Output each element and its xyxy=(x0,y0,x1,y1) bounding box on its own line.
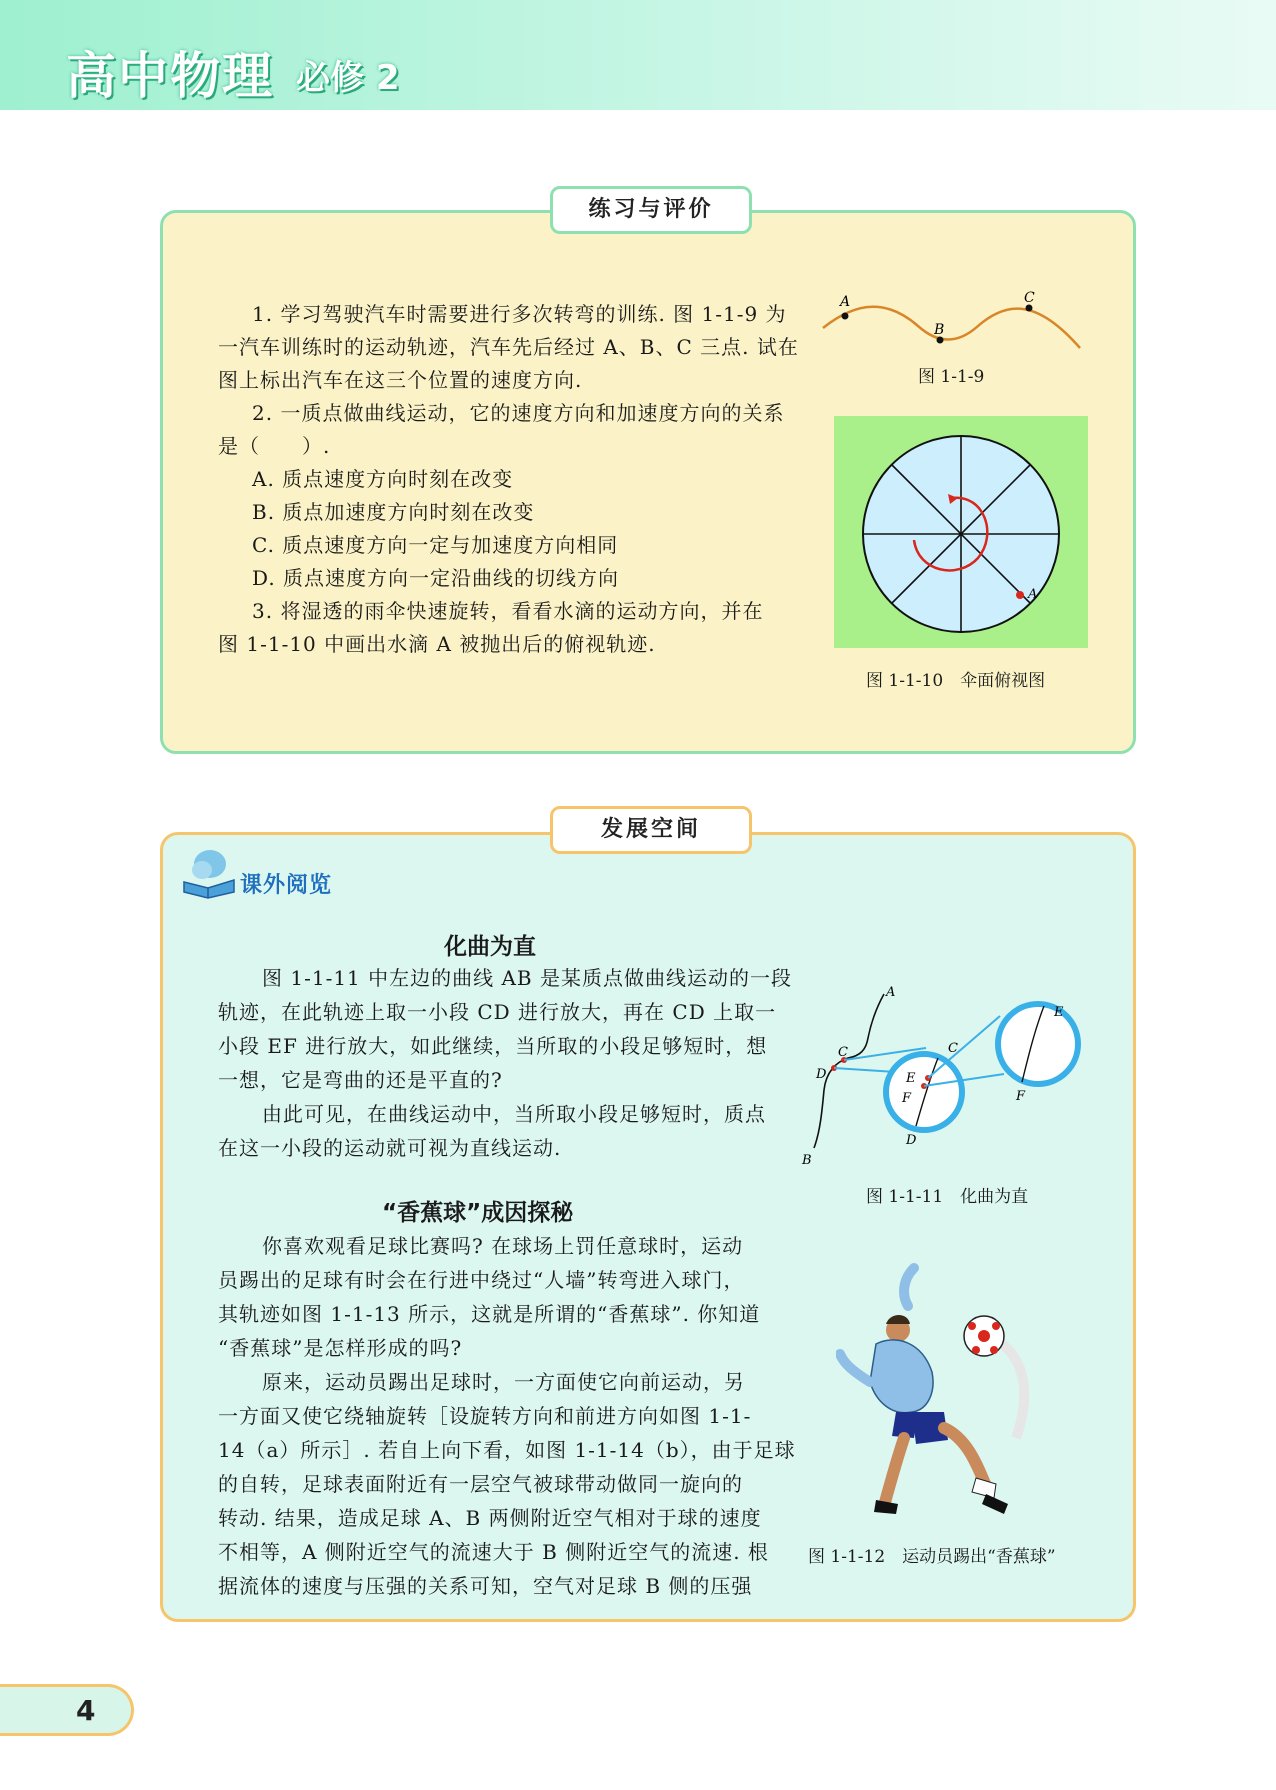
label-c-zoom: C xyxy=(948,1041,958,1056)
label-d-zoom: D xyxy=(906,1133,917,1148)
label-d: D xyxy=(816,1067,827,1082)
choice-c: C. 质点速度方向一定与加速度方向相同 xyxy=(252,533,619,557)
section2-line: 不相等，A 侧附近空气的流速大于 B 侧附近空气的流速. 根 xyxy=(218,1540,769,1564)
section1-line: 由此可见，在曲线运动中，当所取小段足够短时，质点 xyxy=(262,1102,766,1126)
section1-line: 在这一小段的运动就可视为直线运动. xyxy=(218,1136,562,1160)
choice-a: A. 质点速度方向时刻在改变 xyxy=(252,467,514,491)
figure-1-1-12 xyxy=(836,1262,1046,1532)
exercise-line: 图 1-1-10 中画出水滴 A 被抛出后的俯视轨迹. xyxy=(218,632,656,656)
label-c: C xyxy=(1024,290,1035,306)
label-b: B xyxy=(802,1153,812,1168)
exercise-tab: 练习与评价 xyxy=(550,186,752,234)
label-a: A xyxy=(840,294,851,310)
section2-line: 其轨迹如图 1-1-13 所示，这就是所谓的“香蕉球”. 你知道 xyxy=(218,1302,761,1326)
figure-1-1-9 xyxy=(818,290,1088,360)
section1-title: 化曲为直 xyxy=(444,934,536,960)
label-e-zoom2: E xyxy=(1054,1005,1064,1020)
exercise-line: 2. 一质点做曲线运动，它的速度方向和加速度方向的关系 xyxy=(252,401,785,425)
section2-line: 你喜欢观看足球比赛吗? 在球场上罚任意球时，运动 xyxy=(262,1234,744,1258)
section1-line: 图 1-1-11 中左边的曲线 AB 是某质点做曲线运动的一段 xyxy=(262,966,792,990)
section2-line: 原来，运动员踢出足球时，一方面使它向前运动，另 xyxy=(262,1370,745,1394)
page-number-tab xyxy=(0,1684,134,1736)
figure-1-1-12-caption: 图 1-1-12 运动员踢出“香蕉球” xyxy=(808,1547,1056,1567)
exercise-line: 1. 学习驾驶汽车时需要进行多次转弯的训练. 图 1-1-9 为 xyxy=(252,302,787,326)
book-icon xyxy=(180,848,238,900)
section2-line: 一方面又使它绕轴旋转［设旋转方向和前进方向如图 1-1- xyxy=(218,1404,752,1428)
section1-line: 一想，它是弯曲的还是平直的? xyxy=(218,1068,503,1092)
label-c: C xyxy=(838,1045,848,1060)
label-f-zoom2: F xyxy=(1016,1089,1026,1104)
label-a: A xyxy=(886,985,896,1000)
exercise-line: 是（ ）. xyxy=(218,434,331,458)
book-title: 高中物理 xyxy=(66,47,274,105)
section1-line: 小段 EF 进行放大，如此继续，当所取的小段足够短时，想 xyxy=(218,1034,768,1058)
label-f-zoom: F xyxy=(902,1091,912,1106)
choice-b: B. 质点加速度方向时刻在改变 xyxy=(252,500,535,524)
figure-1-1-11-caption: 图 1-1-11 化曲为直 xyxy=(866,1187,1029,1207)
section2-line: 员踢出的足球有时会在行进中绕过“人墙”转弯进入球门， xyxy=(218,1268,745,1292)
exercise-line: 3. 将湿透的雨伞快速旋转，看看水滴的运动方向，并在 xyxy=(252,599,764,623)
section2-line: 的自转，足球表面附近有一层空气被球带动做同一旋向的 xyxy=(218,1472,743,1496)
figure-1-1-10 xyxy=(834,416,1088,648)
figure-1-1-10-caption: 图 1-1-10 伞面俯视图 xyxy=(866,671,1046,691)
section2-line: 据流体的速度与压强的关系可知，空气对足球 B 侧的压强 xyxy=(218,1574,753,1598)
label-e-zoom: E xyxy=(906,1071,916,1086)
exercise-line: 一汽车训练时的运动轨迹，汽车先后经过 A、B、C 三点. 试在 xyxy=(218,335,799,359)
book-subtitle: 必修 2 xyxy=(296,58,400,98)
section2-line: 14（a）所示］. 若自上向下看，如图 1-1-14（b），由于足球 xyxy=(218,1438,796,1462)
page-number: 4 xyxy=(76,1694,96,1727)
development-tab: 发展空间 xyxy=(550,806,752,854)
choice-d: D. 质点速度方向一定沿曲线的切线方向 xyxy=(252,566,620,590)
label-b: B xyxy=(934,322,945,338)
section2-title: “香蕉球”成因探秘 xyxy=(382,1200,574,1226)
exercise-line: 图上标出汽车在这三个位置的速度方向. xyxy=(218,368,583,392)
reading-label: 课外阅览 xyxy=(240,873,333,898)
figure-1-1-11 xyxy=(794,982,1090,1172)
figure-1-1-9-caption: 图 1-1-9 xyxy=(918,367,985,387)
section2-line: “香蕉球”是怎样形成的吗? xyxy=(218,1336,463,1360)
section1-line: 轨迹，在此轨迹上取一小段 CD 进行放大，再在 CD 上取一 xyxy=(218,1000,777,1024)
section2-line: 转动. 结果，造成足球 A、B 两侧附近空气相对于球的速度 xyxy=(218,1506,762,1530)
label-a: A xyxy=(1028,587,1038,602)
